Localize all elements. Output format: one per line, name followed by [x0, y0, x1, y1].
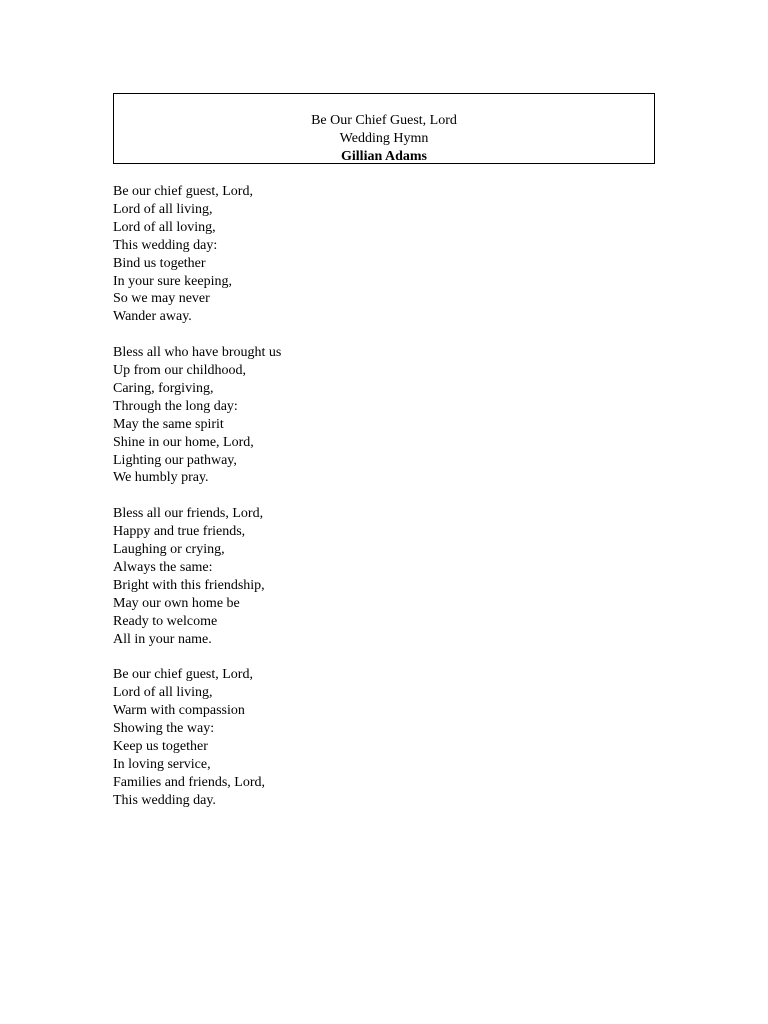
verse-line: Laughing or crying,	[113, 542, 225, 558]
verse-line: Lord of all living,	[113, 201, 213, 217]
hymn-subtitle: Wedding Hymn	[339, 131, 429, 146]
verse-line: Happy and true friends,	[113, 524, 246, 540]
verse-line: May our own home be	[113, 595, 240, 611]
verse-line: Be our chief guest, Lord,	[113, 667, 253, 683]
verse-line: Bright with this friendship,	[113, 577, 265, 593]
verse-line: Bless all our friends, Lord,	[113, 506, 264, 522]
verse-line: We humbly pray.	[113, 470, 209, 486]
verse-line: Wander away.	[113, 309, 192, 325]
verse-line: May the same spirit	[113, 416, 224, 432]
verse-line: In loving service,	[113, 756, 211, 772]
lyrics	[113, 183, 613, 828]
verse-line: In your sure keeping,	[113, 273, 232, 289]
verse-line: Always the same:	[113, 560, 213, 575]
verse-line: Families and friends, Lord,	[113, 774, 266, 790]
stanza-3	[113, 505, 613, 648]
verse-line: So we may never	[113, 291, 210, 307]
title-box	[113, 93, 655, 164]
verse-line: Lord of all living,	[113, 685, 213, 701]
verse-line: Bind us together	[113, 255, 206, 271]
verse-line: Ready to welcome	[113, 613, 218, 629]
verse-line: Keep us together	[113, 739, 208, 755]
verse-line: Lord of all loving,	[113, 219, 216, 235]
verse-line: Shine in our home, Lord,	[113, 434, 254, 450]
verse-line: Through the long day:	[113, 398, 238, 414]
verse-line: Caring, forgiving,	[113, 380, 214, 396]
verse-line: Warm with compassion	[113, 703, 245, 719]
stanza-4	[113, 666, 613, 809]
verse-line: All in your name.	[113, 631, 212, 647]
verse-line: This wedding day.	[113, 792, 216, 808]
hymn-title: Be Our Chief Guest, Lord	[311, 113, 457, 128]
verse-line: Lighting our pathway,	[113, 452, 237, 468]
verse-line: Be our chief guest, Lord,	[113, 184, 253, 199]
stanza-1	[113, 183, 613, 326]
verse-line: Up from our childhood,	[113, 363, 246, 379]
verse-line: Showing the way:	[113, 721, 215, 737]
verse-line: Bless all who have brought us	[113, 345, 282, 361]
verse-line: This wedding day:	[113, 237, 218, 253]
hymn-author: Gillian Adams	[341, 149, 427, 164]
stanza-2	[113, 344, 613, 487]
